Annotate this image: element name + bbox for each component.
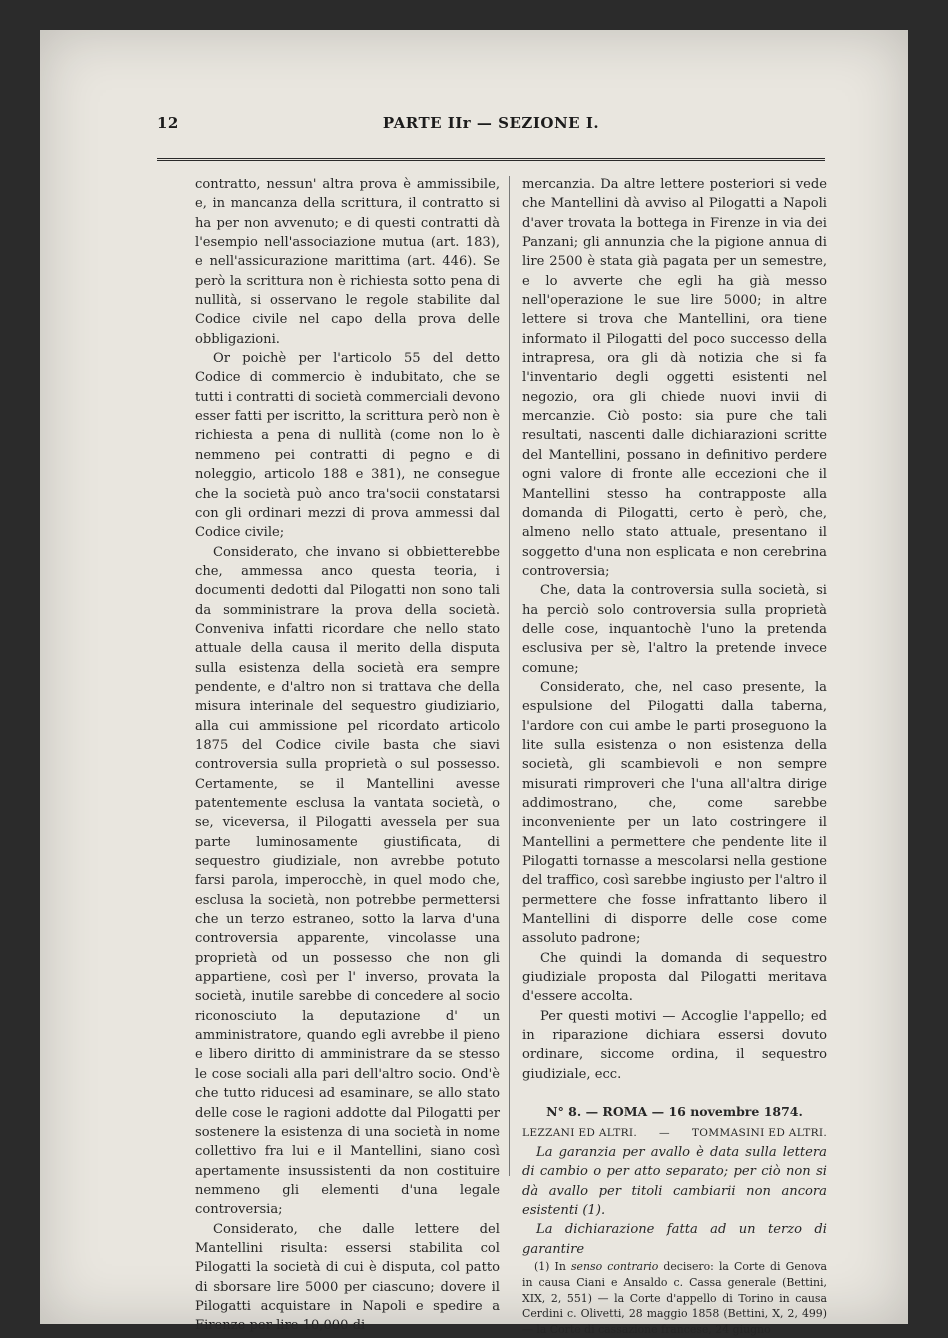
party-right: TOMMASINI ED ALTRI. bbox=[691, 1126, 827, 1139]
running-title: PARTE IIr — SEZIONE I. bbox=[382, 114, 600, 132]
paragraph: contratto, nessun' altra prova è ammissibile, e, in mancanza della scrittura, il contratto si ha per non avvenuto; e di questi contratti dà l'esempio nell'associazione mutua (art. 183), e nell'assicurazione marittima (art. 446). Se però la scrittura non è richiesta sotto pena di nullità, si osservano le regole stabilite dal Codice civile nel capo della prova delle obbligazioni. bbox=[195, 177, 500, 347]
party-left: LEZZANI ED ALTRI. bbox=[522, 1126, 638, 1139]
running-header bbox=[157, 112, 825, 138]
paragraph: Or poichè per l'articolo 55 del detto Codice di commercio è indubitato, che se tutti i contratti di società commerciali devono esser fatti per iscritto, la scrittura però non è richiesta a pena di nullità (come non lo è nemmeno pei contratti di pegno e di noleggio, articolo 188 e 381), ne consegue che la società può anco tra'socii constatarsi con gli ordinari mezzi di prova ammessi dal Codice civile; bbox=[195, 351, 500, 541]
paragraph: Considerato, che dalle lettere del Mantellini risulta: essersi stabilita col Pilogatti la società di cui è disputa, col patto di sborsare lire 5000 per ciascuno; dovere il Pilogatti acquistare in Napoli e spedire a Firenze per lire 10,000 di bbox=[195, 1221, 500, 1334]
footnote-text: decisero: la Corte di Genova in causa Ciani e Ansaldo c. Cassa generale (Bettini, XIX, 2, 551) — la Corte d'appello di Torino in causa Cerdini c. Olivetti, 28 maggio 1858 (Bettini, X, 2, 499) — la Corte di cassazione francese, 24 giugno bbox=[522, 1259, 827, 1337]
paragraph: Considerato, che, nel caso presente, la espulsione del Pilogatti dalla taberna, l'ardore con cui ambe le parti proseguono la lite sulla esistenza o non esistenza della società, gli scambievoli e non sempre misurati rimproveri che l'una all'altra dirige addimostrano, che, come sarebbe inconveniente per un lato costringere il Mantellini a permettere che pendente lite il Pilogatti tornasse a mescolarsi nella gestione del traffico, così sarebbe ingiusto per l'altro il permettere che fosse infrattanto libero il Mantellini di disporre delle cose come assoluto padrone; bbox=[522, 679, 827, 947]
paragraph: Che, data la controversia sulla società, si ha perciò solo controversia sulla proprietà delle cose, inquantochè l'uno la pretenda esclusiva per sè, l'altro la pretende invece comune; bbox=[522, 583, 827, 676]
right-column bbox=[522, 175, 827, 1338]
case-parties bbox=[522, 1124, 827, 1143]
paragraph: Per questi motivi — Accoglie l'appello; ed in riparazione dichiara essersi dovuto ordinare, siccome ordina, il sequestro giudiziale, ecc. bbox=[522, 1008, 827, 1082]
paragraph: Che quindi la domanda di sequestro giudiziale proposta dal Pilogatti meritava d'essere accolta. bbox=[522, 950, 827, 1005]
party-separator: — bbox=[659, 1126, 670, 1139]
case-heading: N° 8. — ROMA — 16 novembre 1874. bbox=[546, 1104, 803, 1120]
column-divider bbox=[509, 176, 510, 1176]
paragraph: Considerato, che invano si obbietterebbe che, ammessa anco questa teoria, i documenti dedotti dal Pilogatti non sono tali da somministrare la prova della società. Conveniva infatti ricordare che nello stato attuale della causa il merito della disputa sulla esistenza della società era sempre pendente, e d'altro non si trattava che della misura interinale del sequestro giudiziario, alla cui ammissione pel ricordato articolo 1875 del Codice civile basta che siavi controversia sulla proprietà o sul possesso. Certamente, se il Mantellini avesse patentemente esclusa la vantata società, o se, viceversa, il Pilogatti avessela per sua parte luminosamente giustificata, di sequestro giudiziale, non avrebbe potuto farsi parola, imperocchè, in quel modo che, esclusa la società, non potrebbe permettersi che un terzo estraneo, sotto la larva d'una controversia apparente, vincolasse una proprietà od un possesso che non gli appartiene, così per l' inverso, provata la società, inutile sarebbe di concedere al socio riconosciuto la deputazione d' un amministratore, quando egli avrebbe il pieno e libero diritto di amministrare da se stesso le cose sociali alla pari dell'altro socio. Ond'è che tutto riducesi ad esaminare, se allo stato delle cose le ragioni addotte dal Pilogatti per sostenere la esistenza di una società in nome collettivo fra lui e il Mantellini, siano così apertamente insussistenti da non costituire nemmeno gli elementi d'una legale controversia; bbox=[195, 544, 500, 1218]
footnote bbox=[522, 1259, 827, 1338]
left-column bbox=[195, 175, 500, 1336]
case-maxim: La dichiarazione fatta ad un terzo di garantire bbox=[522, 1222, 827, 1257]
case-maxim: La garanzia per avallo è data sulla lettera di cambio o per atto separato; per ciò non si dà avallo per titoli cambiarii non ancora esistenti (1). bbox=[522, 1144, 827, 1218]
footnote-italic: senso contrario bbox=[570, 1259, 659, 1273]
paragraph: mercanzia. Da altre lettere posteriori si vede che Mantellini dà avviso al Pilogatti a Napoli d'aver trovata la bottega in Firenze in via dei Panzani; gli annunzia che la pigione annua di lire 2500 è stata già pagata per un semestre, e lo avverte che egli ha già messo nell'operazione le sue lire 5000; in altre lettere si trova che Mantellini, ora tiene informato il Pilogatti del poco successo della intrapresa, ora gli dà notizia che si fa l'inventario degli oggetti esistenti nel negozio, ora gli chiede nuovi invii di mercanzie. Ciò posto: sia pure che tali resultati, nascenti dalle dichiarazioni scritte del Mantellini, possano in definitivo perdere ogni valore di fronte alle eccezioni che il Mantellini stesso ha contrapposte alla domanda di Pilogatti, certo è però, che, almeno nello stato attuale, presentano il soggetto d'una non esplicata e non cerebrina controversia; bbox=[522, 177, 827, 579]
footnote-marker: (1) In bbox=[534, 1259, 566, 1273]
page-number: 12 bbox=[157, 114, 179, 132]
header-rule bbox=[157, 158, 825, 161]
